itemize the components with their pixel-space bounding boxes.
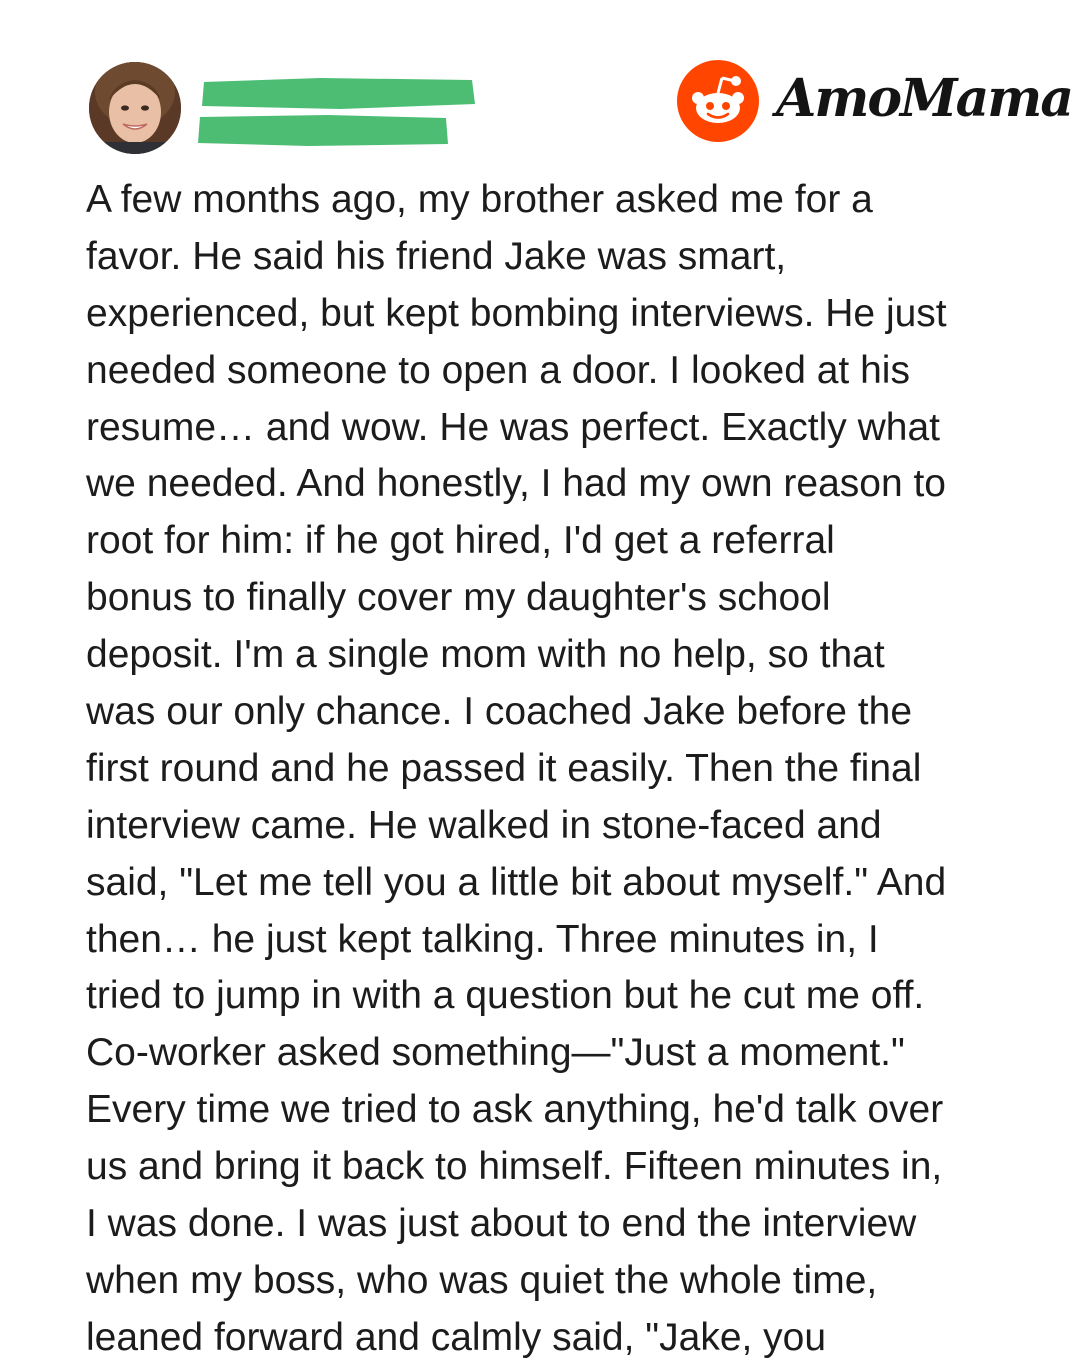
redacted-username bbox=[200, 76, 475, 110]
post-line: root for him: if he got hired, I'd get a referral bbox=[86, 519, 835, 563]
post-line: tried to jump in with a question but he cut me off. bbox=[86, 974, 925, 1018]
post-line: then… he just kept talking. Three minutes in, I bbox=[86, 917, 879, 961]
post-line: bonus to finally cover my daughter's school bbox=[86, 576, 831, 620]
post-line: deposit. I'm a single mom with no help, so that bbox=[86, 633, 885, 677]
redacted-subtitle bbox=[198, 114, 448, 146]
post-line: needed someone to open a door. I looked at his bbox=[86, 348, 910, 392]
post-header bbox=[0, 0, 1080, 170]
post-line: experienced, but kept bombing interviews. He just bbox=[86, 291, 947, 335]
post-line: said, "Let me tell you a little bit about myself." And bbox=[86, 860, 947, 904]
post-line: was our only chance. I coached Jake before the bbox=[86, 690, 913, 734]
reddit-alien-icon[interactable] bbox=[677, 60, 759, 142]
post-line: we needed. And honestly, I had my own reason to bbox=[86, 462, 946, 506]
post-line: interview came. He walked in stone-faced and bbox=[86, 803, 882, 847]
post-body-text bbox=[86, 172, 1036, 1367]
post-line: first round and he passed it easily. Then the final bbox=[86, 746, 922, 790]
post-line: favor. He said his friend Jake was smart, bbox=[86, 234, 787, 278]
post-line: leaned forward and calmly said, "Jake, you bbox=[86, 1315, 827, 1359]
post-line: Co-worker asked something—"Just a moment." bbox=[86, 1031, 905, 1075]
post-line: Every time we tried to ask anything, he'd talk over bbox=[86, 1088, 944, 1132]
post-line: us and bring it back to himself. Fifteen minutes in, bbox=[86, 1145, 943, 1189]
brand-logo-text[interactable]: AmoMama bbox=[776, 68, 1073, 129]
post-line: A few months ago, my brother asked me for a bbox=[86, 178, 873, 221]
post-line: when my boss, who was quiet the whole time, bbox=[86, 1258, 878, 1302]
post-line: I was done. I was just about to end the interview bbox=[86, 1202, 917, 1246]
post-line: resume… and wow. He was perfect. Exactly what bbox=[86, 405, 941, 449]
user-avatar-icon[interactable] bbox=[89, 62, 181, 154]
